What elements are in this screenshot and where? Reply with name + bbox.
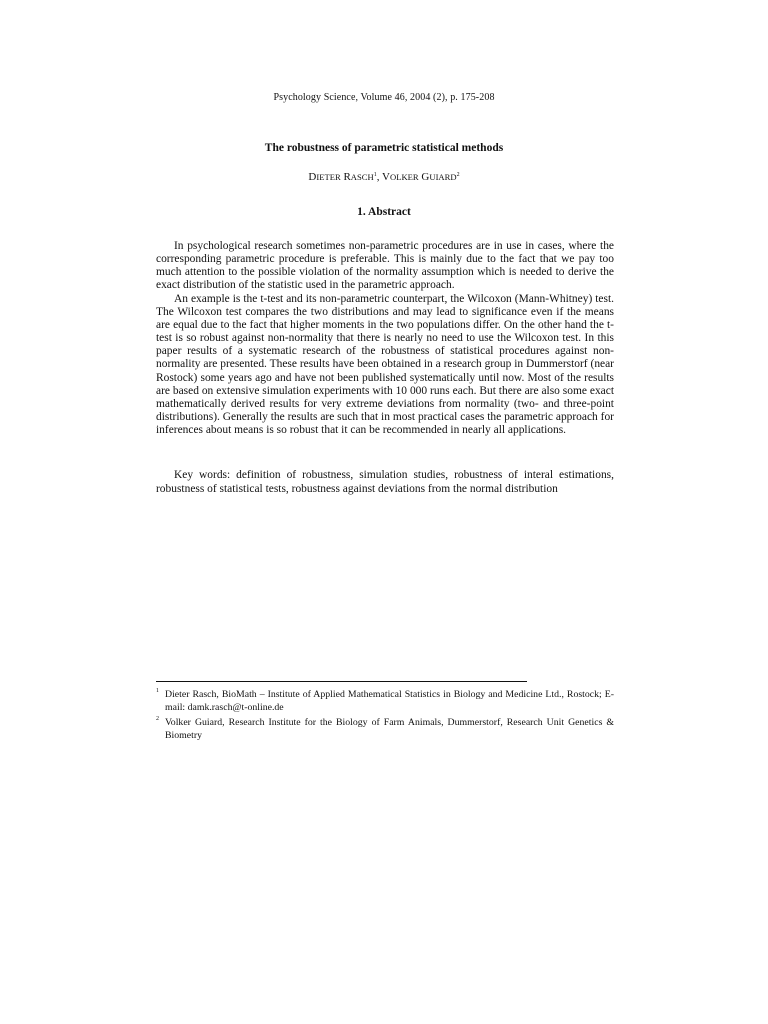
footnote-mark: 1 — [156, 688, 159, 694]
author-2-first-rest: OLKER — [390, 172, 419, 182]
author-2-last-initial: G — [421, 171, 430, 183]
footnote-1 — [156, 688, 614, 715]
footnotes — [156, 688, 614, 743]
keywords-text: Key words: definition of robustness, simulation studies, robustness of interal estimations, robustness of statistical tests, robustness against deviations from the normal distribution — [156, 469, 614, 495]
footnote-text: Volker Guiard, Research Institute for the Biology of Farm Animals, Dummerstorf, Research Unit Genetics & Biometry — [165, 716, 614, 742]
abstract-paragraph: An example is the t-test and its non-parametric counterpart, the Wilcoxon (Mann-Whitney) test. The Wilcoxon test compares the two distributions and may lead to significance even if the means are equal due to the fact that higher moments in the two populations differ. On the other hand the t-test is so robust against non-normality that there is nearly no need to use the Wilcoxon test. In this paper results of a systematic research of the robustness of statistical procedures against non-normality are presented. These results have been obtained in a research group in Dummerstorf (near Rostock) some years ago and have not been published systematically until now. Most of the results are based on extensive simulation experiments with 10 000 runs each. But there are also some exact mathematically derived results for very extreme deviations from normality (two- and three-point distributions). Generally the results are such that in most practical cases the parametric approach for inferences about means is so robust that it can be recommended in nearly all applications. — [156, 292, 614, 437]
author-2-first-initial: V — [382, 171, 390, 183]
footnote-2 — [156, 716, 614, 743]
author-1-last-initial: R — [343, 171, 351, 183]
running-header: Psychology Science, Volume 46, 2004 (2), p. 175-208 — [273, 92, 495, 103]
author-1 — [308, 171, 376, 183]
footnote-text: Dieter Rasch, BioMath – Institute of Applied Mathematical Statistics in Biology and Medicine Ltd., Rostock; E-mail: damk.rasch@t-online.de — [165, 689, 614, 714]
author-line — [0, 171, 768, 183]
abstract-paragraph: In psychological research sometimes non-parametric procedures are in use in cases, where the corresponding parametric procedure is preferable. This is mainly due to the fact that we pay too much attention to the possible violation of the normality assumption which is needed to derive the exact distribution of the statistic used in the parametric approach. — [156, 240, 614, 292]
abstract-heading: 1. Abstract — [357, 206, 411, 218]
author-2-footnote-mark: 2 — [456, 172, 460, 178]
author-2-last-rest: UIARD — [429, 172, 457, 182]
author-2 — [382, 171, 460, 183]
author-1-first-initial: D — [308, 171, 317, 183]
footnote-mark: 2 — [156, 715, 159, 722]
keywords — [156, 469, 614, 496]
footnote-divider — [156, 681, 527, 682]
author-1-first-rest: IETER — [316, 172, 341, 182]
paper-title: The robustness of parametric statistical methods — [264, 142, 504, 154]
abstract-body — [156, 240, 614, 437]
author-1-last-rest: ASCH — [350, 172, 374, 182]
author-separator: , — [376, 171, 383, 183]
author-1-footnote-mark: 1 — [373, 172, 377, 178]
